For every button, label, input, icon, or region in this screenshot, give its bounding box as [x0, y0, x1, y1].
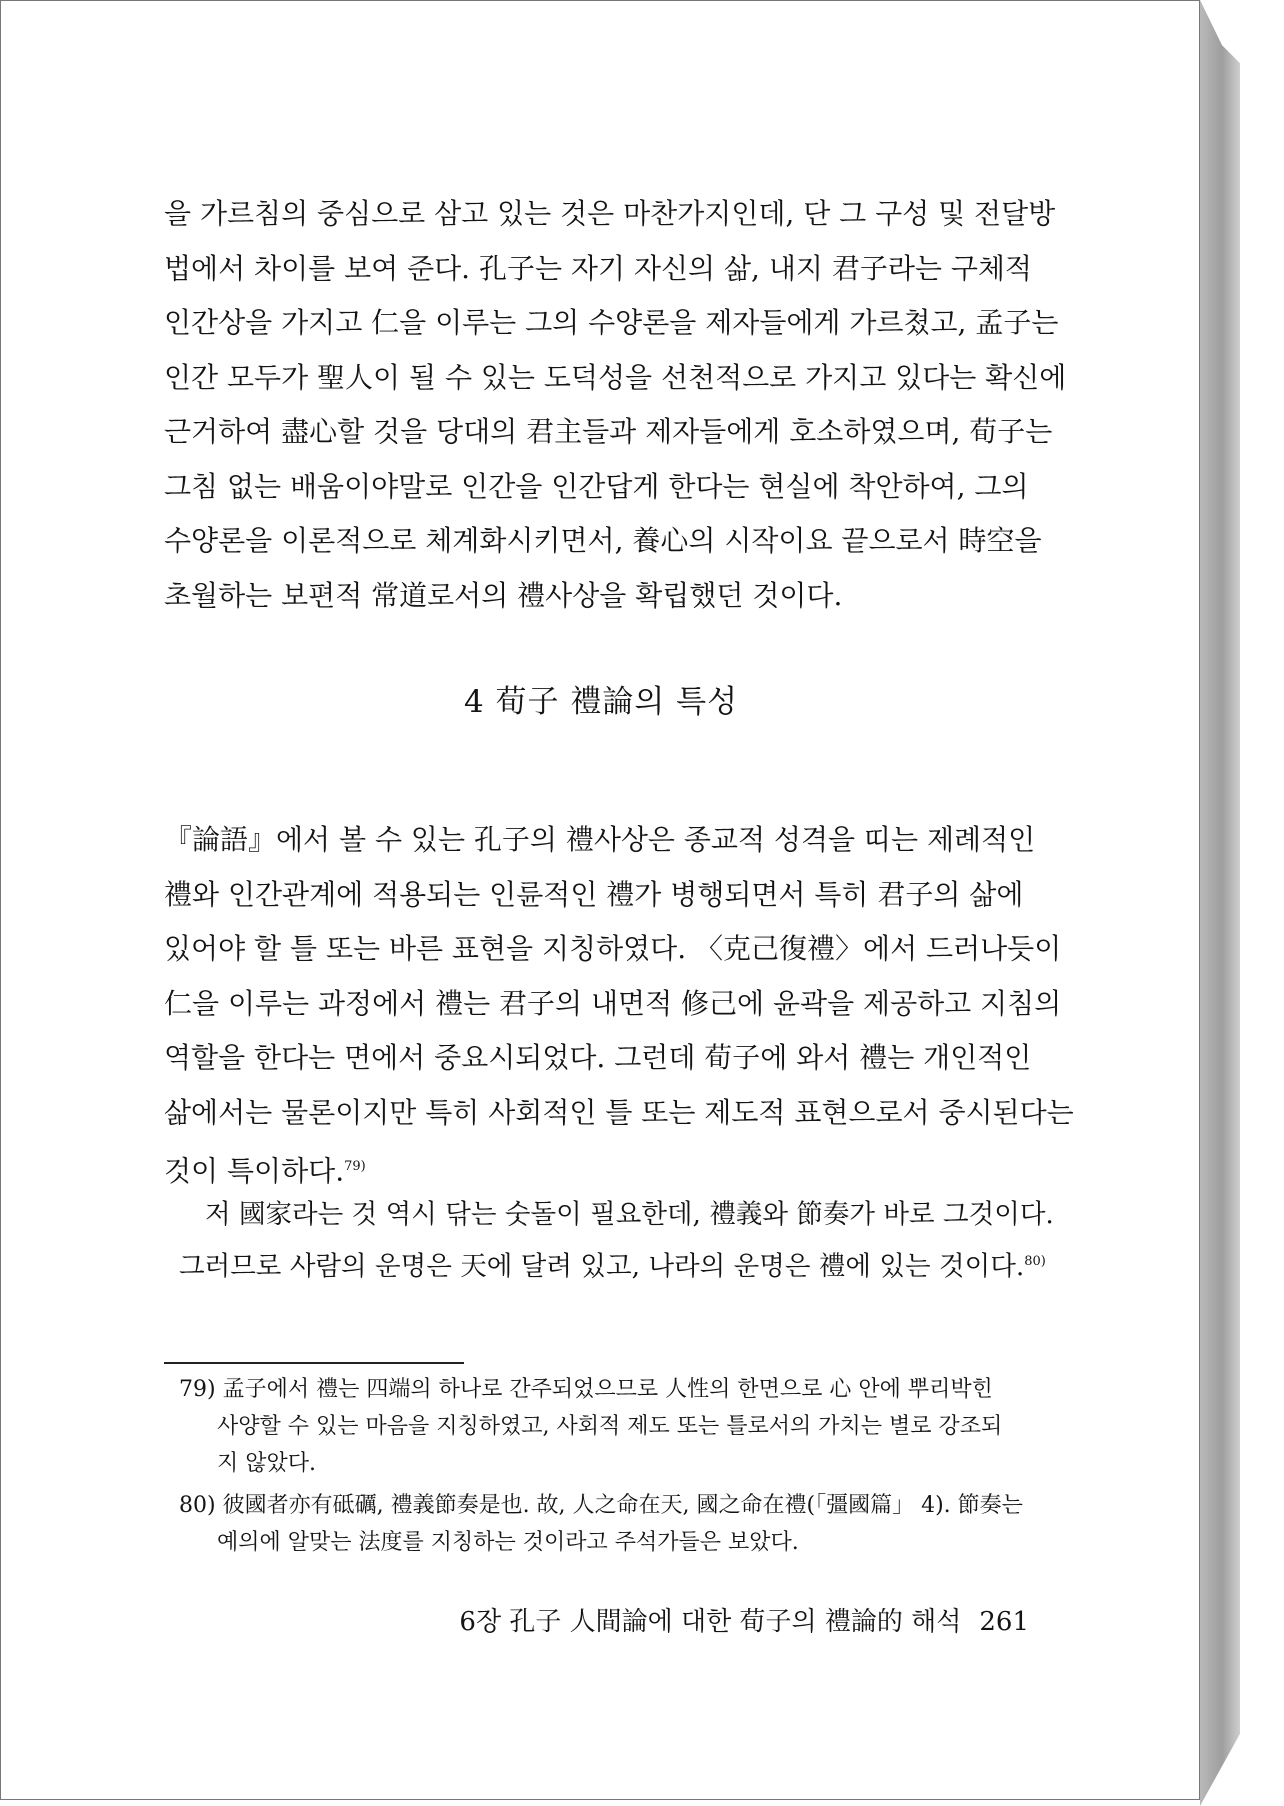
footnote-line: 지 않았다.	[217, 1451, 316, 1476]
text-line: 수양론을 이론적으로 체계화시키면서, 養心의 시작이요 끝으로서 時空을	[164, 524, 1042, 557]
footnote-line	[179, 1487, 1069, 1524]
text-line: 을 가르침의 중심으로 삼고 있는 것은 마찬가지인데, 단 그 구성 및 전달방	[164, 197, 1056, 230]
footnote-line	[179, 1371, 1069, 1408]
footnote-80	[179, 1487, 1069, 1561]
text-line	[164, 1140, 1064, 1199]
text-line: 법에서 차이를 보여 준다. 孔子는 자기 자신의 삶, 내지 君子라는 구체적	[164, 251, 1032, 285]
footnote-line: 사양할 수 있는 마음을 지칭하였고, 사회적 제도 또는 틀로서의 가치는 별로 강조되	[217, 1414, 1003, 1439]
footnote-79	[179, 1371, 1069, 1482]
quote-line: 저 國家라는 것 역시 닦는 숫돌이 필요한데, 禮義와 節奏가 바로 그것이다.	[205, 1199, 1054, 1230]
footnote-divider	[164, 1362, 464, 1364]
body-paragraph-1	[164, 187, 1067, 623]
running-title: 6장 孔子 人間論에 대한 荀子의 禮論的 해석	[459, 1607, 962, 1637]
footnote-text: 孟子에서 禮는 四端의 하나로 간주되었으므로 人性의 한면으로 心 안에 뿌리박힌	[222, 1377, 993, 1402]
text-line: 仁을 이루는 과정에서 禮는 君子의 내면적 修己에 윤곽을 제공하고 지침의	[164, 986, 1062, 1020]
text-line: 그침 없는 배움이야말로 인간을 인간답게 한다는 현실에 착안하여, 그의	[164, 469, 1029, 503]
text-line: 초월하는 보편적 常道로서의 禮사상을 확립했던 것이다.	[164, 578, 843, 612]
running-footer	[459, 1601, 1029, 1638]
text-line: 역할을 한다는 면에서 중요시되었다. 그런데 荀子에 와서 禮는 개인적인	[164, 1041, 1032, 1074]
text-line: 근거하여 盡心할 것을 당대의 君主들과 제자들에게 호소하였으며, 荀子는	[164, 415, 1053, 448]
block-quote	[179, 1191, 1069, 1290]
page-stack-edge	[1200, 0, 1240, 1806]
footnote-line: 예의에 알맞는 法度를 지칭하는 것이라고 주석가들은 보았다.	[217, 1530, 799, 1555]
quote-line	[179, 1238, 1069, 1290]
page-number: 261	[979, 1607, 1029, 1637]
text-line: 禮와 인간관계에 적용되는 인륜적인 禮가 병행되면서 특히 君子의 삶에	[164, 877, 1024, 911]
footnote-number: 79)	[179, 1377, 216, 1402]
text-line: 『論語』에서 볼 수 있는 孔子의 禮사상은 종교적 성격을 띠는 제례적인	[164, 823, 1036, 856]
footnote-number: 80)	[179, 1493, 216, 1518]
text-line-content: 것이 특이하다.	[164, 1154, 345, 1188]
text-line: 삶에서는 물론이지만 특히 사회적인 틀 또는 제도적 표현으로서 중시된다는	[164, 1095, 1074, 1129]
text-line: 인간상을 가지고 仁을 이루는 그의 수양론을 제자들에게 가르쳤고, 孟子는	[164, 306, 1059, 339]
section-heading: 4 荀子 禮論의 특성	[463, 684, 739, 720]
body-paragraph-2	[164, 813, 1074, 1199]
text-line: 있어야 할 틀 또는 바른 표현을 지칭하였다. 〈克己復禮〉에서 드러나듯이	[164, 932, 1062, 965]
text-line: 인간 모두가 聖人이 될 수 있는 도덕성을 선천적으로 가지고 있다는 확신에	[164, 360, 1067, 394]
quote-line-content: 그러므로 사람의 운명은 天에 달려 있고, 나라의 운명은 禮에 있는 것이다.	[179, 1250, 1025, 1282]
footnote-text: 彼國者亦有砥礪, 禮義節奏是也. 故, 人之命在天, 國之命在禮(「彊國篇」 4). 節奏는	[222, 1493, 1023, 1518]
footnote-ref-79[interactable]: 79)	[344, 1159, 366, 1174]
footnote-ref-80[interactable]: 80)	[1024, 1254, 1046, 1269]
